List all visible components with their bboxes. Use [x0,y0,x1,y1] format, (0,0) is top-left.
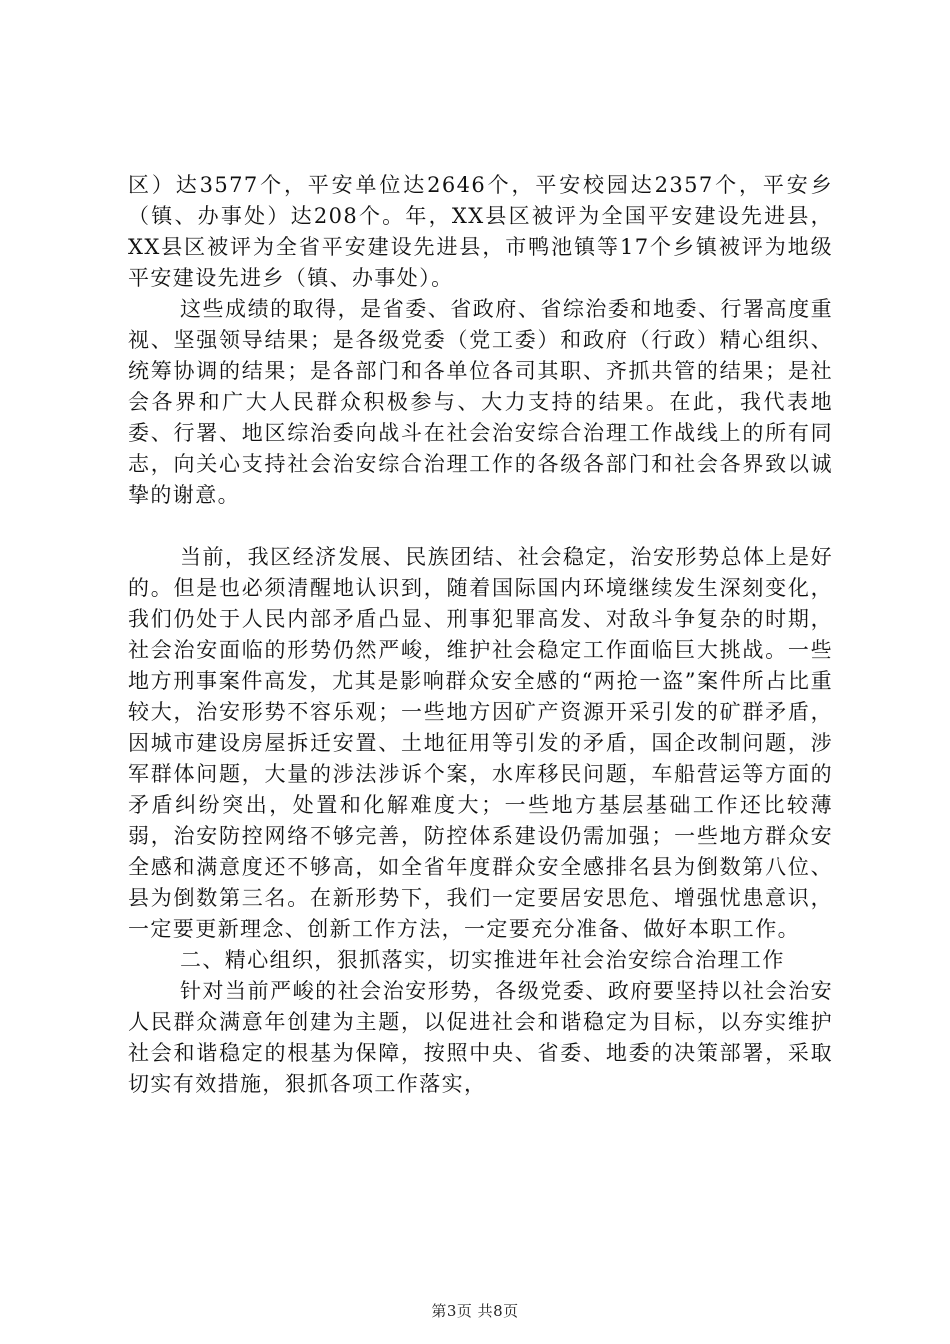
paragraph-achievements-thanks: 这些成绩的取得，是省委、省政府、省综治委和地委、行署高度重视、坚强领导结果；是各级党委（党工委）和政府（行政）精心组织、统筹协调的结果；是各部门和各单位各司其职、齐抓共管的结果；是社会各界和广大人民群众积极参与、大力支持的结果。在此，我代表地委、行署、地区综治委向战斗在社会治安综合治理工作战线上的所有同志，向关心支持社会治安综合治理工作的各级各部门和社会各界致以诚挚的谢意。 [128,297,833,507]
paragraph-achievements-stats: 区）达3577个，平安单位达2646个，平安校园达2357个，平安乡（镇、办事处）达208个。年，XX县区被评为全国平安建设先进县，XX县区被评为全省平安建设先进县，市鸭池镇等17个乡镇被评为地级平安建设先进乡（镇、办事处）。 [128,173,833,290]
page-number-footer: 第3页 共8页 [431,1302,519,1320]
paragraph-current-situation: 当前，我区经济发展、民族团结、社会稳定，治安形势总体上是好的。但是也必须清醒地认识到，随着国际国内环境继续发生深刻变化，我们仍处于人民内部矛盾凸显、刑事犯罪高发、对敌斗争复杂的时期，社会治安面临的形势仍然严峻，维护社会稳定工作面临巨大挑战。一些地方刑事案件高发，尤其是影响群众安全感的“两抢一盗”案件所占比重较大，治安形势不容乐观；一些地方因矿产资源开采引发的矿群矛盾，因城市建设房屋拆迁安置、土地征用等引发的矛盾，国企改制问题，涉军群体问题，大量的涉法涉诉个案，水库移民问题，车船营运等方面的矛盾纠纷突出，处置和化解难度大；一些地方基层基础工作还比较薄弱，治安防控网络不够完善，防控体系建设仍需加强；一些地方群众安全感和满意度还不够高，如全省年度群众安全感排名县为倒数第八位、县为倒数第三名。在新形势下，我们一定要居安思危、增强忧患意识，一定要更新理念、创新工作方法，一定要充分准备、做好本职工作。 [128,545,833,941]
paragraph-measures: 针对当前严峻的社会治安形势，各级党委、政府要坚持以社会治安人民群众满意年创建为主题，以促进社会和谐稳定为目标，以夯实维护社会和谐稳定的根基为保障，按照中央、省委、地委的决策部署，采取切实有效措施，狠抓各项工作落实， [128,979,833,1096]
document-body [128,170,833,1100]
section-heading-two: 二、精心组织，狠抓落实，切实推进年社会治安综合治理工作 [180,948,785,972]
paragraph-spacer [128,511,833,542]
